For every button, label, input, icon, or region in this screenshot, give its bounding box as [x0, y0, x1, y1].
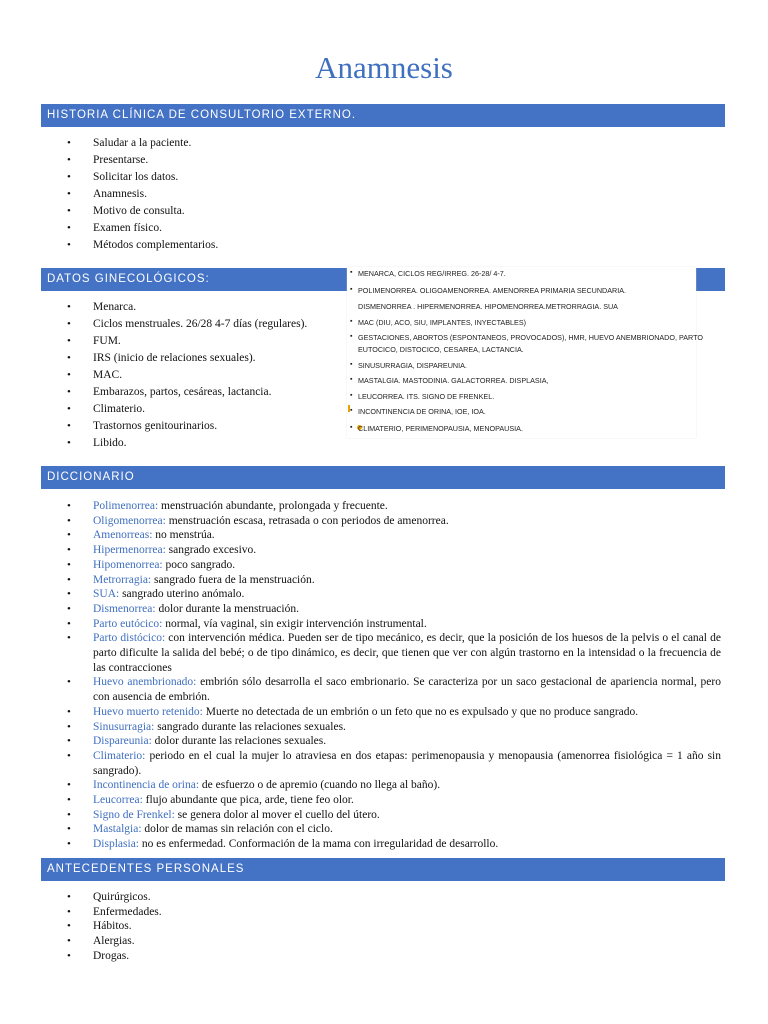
dictionary-definition: poco sangrado. [162, 558, 236, 571]
dictionary-definition: normal, vía vaginal, sin exigir intervención instrumental. [162, 617, 427, 630]
dictionary-entry [41, 749, 721, 778]
dictionary-entry [41, 675, 721, 704]
dictionary-definition: flujo abundante que pica, arde, tiene feo olor. [142, 794, 354, 807]
dictionary-entry [41, 793, 721, 808]
dictionary-entry [41, 631, 721, 675]
section-header-historia: HISTORIA CLÍNICA DE CONSULTORIO EXTERNO. [41, 104, 725, 127]
dictionary-definition: con intervención médica. Pueden ser de tipo mecánico, es decir, que la posición de los huesos de la pelvis o el canal de parto dificulte la salida del bebé; o de tipo dinámico, es decir, que tienen que ver con algún trastorno en la intensidad o la frecuencia de las contracciones [93, 632, 721, 674]
list-item: • Quirúrgicos. [41, 890, 162, 905]
dictionary-term: Incontinencia de orina: [93, 779, 200, 792]
dictionary-term: Mastalgia: [93, 823, 142, 836]
dictionary-entry [41, 558, 721, 573]
list-item: • Menarca. [41, 299, 307, 316]
datos-list [41, 299, 307, 452]
list-item: • Ciclos menstruales. 26/28 4-7 días (regulares). [41, 316, 307, 333]
dictionary-term: Huevo muerto retenido: [93, 705, 203, 718]
dictionary-term: SUA: [93, 588, 120, 601]
section-header-datos: DATOS GINECOLÓGICOS: [41, 268, 725, 291]
inset-line-text: EUTOCICO, DISTOCICO, CESAREA, LACTANCIA. [358, 345, 524, 354]
list-item: • Libido. [41, 435, 307, 452]
list-item: • Saludar a la paciente. [41, 135, 218, 152]
list-item: • IRS (inicio de relaciones sexuales). [41, 350, 307, 367]
bullet-icon: ▪ [350, 392, 353, 399]
dictionary-definition: dolor de mamas sin relación con el ciclo. [141, 823, 333, 836]
dictionary-definition: embrión sólo desarrolla el saco embrionario. Se caracteriza por un saco gestacional de apariencia normal, pero con ausencia de embrión. [93, 676, 721, 704]
dictionary-term: Metrorragia: [93, 573, 152, 586]
list-item: • Alergias. [41, 934, 162, 949]
dictionary-definition: no es enfermedad. Conformación de la mama con irregularidad de desarrollo. [139, 838, 499, 851]
dictionary-entry [41, 822, 721, 837]
list-item: • FUM. [41, 333, 307, 350]
list-item: • Métodos complementarios. [41, 237, 218, 254]
page-title: Anamnesis [315, 50, 453, 85]
dictionary-term: Climaterio: [93, 749, 146, 762]
dictionary-entry [41, 778, 721, 793]
dictionary-term: Hipermenorrea: [93, 544, 166, 557]
list-item: • Embarazos, partos, cesáreas, lactancia. [41, 384, 307, 401]
bullet-icon: ▪ [350, 269, 353, 276]
list-item: • Hábitos. [41, 919, 162, 934]
list-item: • Solicitar los datos. [41, 169, 218, 186]
dictionary-entry [41, 573, 721, 588]
bullet-icon: ▪ [350, 424, 353, 431]
dictionary-term: Displasia: [93, 838, 139, 851]
dictionary-term: Huevo anembrionado: [93, 676, 197, 689]
dictionary-definition: menstruación escasa, retrasada o con periodos de amenorrea. [165, 514, 449, 527]
historia-list [41, 135, 218, 254]
list-item: • Anamnesis. [41, 186, 218, 203]
inset-line-text: INCONTINENCIA DE ORINA, IOE, IOA. [358, 407, 486, 416]
dictionary-definition: menstruación abundante, prolongada y frecuente. [158, 500, 388, 512]
dictionary-term: Sinusurragia: [93, 720, 155, 733]
inset-line-text: GESTACIONES, ABORTOS (ESPONTANEOS, PROVOCADOS), HMR, HUEVO ANEMBRIONADO, PARTO [358, 333, 703, 342]
dictionary-entry [41, 528, 721, 543]
dictionary-entry [41, 617, 721, 632]
list-item: • Motivo de consulta. [41, 203, 218, 220]
section-header-antecedentes: ANTECEDENTES PERSONALES [41, 858, 725, 881]
dictionary-term: Signo de Frenkel: [93, 808, 175, 821]
bullet-icon: ▪ [350, 361, 353, 368]
dictionary-definition: sangrado durante las relaciones sexuales. [154, 720, 346, 733]
list-item: • Presentarse. [41, 152, 218, 169]
dictionary-entry [41, 587, 721, 602]
inset-line-text: MENARCA, CICLOS REG/IRREG. 26-28/ 4-7. [358, 269, 506, 278]
inset-line-text: LEUCORREA. ITS. SIGNO DE FRENKEL. [358, 392, 495, 401]
dictionary-definition: no menstrúa. [152, 529, 215, 542]
dictionary-entry [41, 499, 721, 514]
section-header-diccionario: DICCIONARIO [41, 466, 725, 489]
inset-line-text: SINUSURRAGIA, DISPAREUNIA. [358, 361, 467, 370]
dictionary-term: Dispareunia: [93, 735, 152, 748]
dictionary-entry [41, 543, 721, 558]
bullet-icon: ▪ [350, 318, 353, 325]
ginecologia-summary-image [347, 267, 703, 438]
dictionary-definition: dolor durante las relaciones sexuales. [151, 735, 327, 748]
dictionary-entry [41, 514, 721, 529]
dictionary-entry [41, 602, 721, 617]
list-item: • Examen físico. [41, 220, 218, 237]
dictionary-definition: de esfuerzo o de apremio (cuando no llega al baño). [199, 779, 441, 792]
dictionary-term: Hipomenorrea: [93, 558, 163, 571]
dictionary-definition: se genera dolor al mover el cuello del útero. [174, 808, 380, 821]
dictionary-term: Dismenorrea: [93, 602, 156, 615]
list-item: • MAC. [41, 367, 307, 384]
list-item: • Climaterio. [41, 401, 307, 418]
dictionary-entry [41, 837, 721, 852]
dictionary-term: Amenorreas: [93, 529, 153, 542]
dictionary-term: Parto eutócico: [93, 617, 163, 630]
bullet-icon: ▪ [350, 333, 353, 340]
dictionary-definition: sangrado uterino anómalo. [119, 588, 245, 601]
diccionario-list [41, 499, 721, 852]
dictionary-definition: dolor durante la menstruación. [155, 602, 299, 615]
dictionary-entry [41, 734, 721, 749]
dictionary-definition: Muerte no detectada de un embrión o un feto que no es expulsado y que no produce sangrado. [202, 705, 639, 718]
inset-line-text: POLIMENORREA. OLIGOAMENORREA. AMENORREA PRIMARIA SECUNDARIA. [358, 286, 626, 295]
bullet-icon: ▪ [350, 376, 353, 383]
dictionary-term: Oligomenorrea: [93, 514, 166, 527]
dictionary-definition: sangrado excesivo. [165, 544, 257, 557]
dictionary-entry [41, 808, 721, 823]
inset-line-text: CLIMATERIO, PERIMENOPAUSIA, MENOPAUSIA. [358, 424, 523, 433]
dictionary-entry [41, 705, 721, 720]
list-item: • Drogas. [41, 949, 162, 964]
dictionary-term: Polimenorrea: [93, 500, 159, 512]
list-item: • Enfermedades. [41, 905, 162, 920]
dictionary-term: Parto distócico: [93, 632, 166, 645]
dictionary-definition: sangrado fuera de la menstruación. [151, 573, 315, 586]
dictionary-term: Leucorrea: [93, 794, 143, 807]
inset-line-text: MASTALGIA. MASTODINIA. GALACTORREA. DISPLASIA, [358, 376, 549, 385]
dictionary-entry [41, 720, 721, 735]
dictionary-definition: periodo en el cual la mujer lo atraviesa en dos etapas: perimenopausia y menopausia (amenorrea fisiológica = 1 año sin sangrado). [93, 749, 721, 777]
inset-line-text: MAC (DIU, ACO, SIU, IMPLANTES, INYECTABLES) [358, 318, 527, 327]
bullet-icon: ▪ [350, 407, 353, 414]
list-item: • Trastornos genitourinarios. [41, 418, 307, 435]
inset-line-text: DISMENORREA . HIPERMENORREA. HIPOMENORREA.METRORRAGIA. SUA [358, 302, 618, 311]
bullet-icon: ▪ [350, 286, 353, 293]
antecedentes-list [41, 890, 162, 963]
